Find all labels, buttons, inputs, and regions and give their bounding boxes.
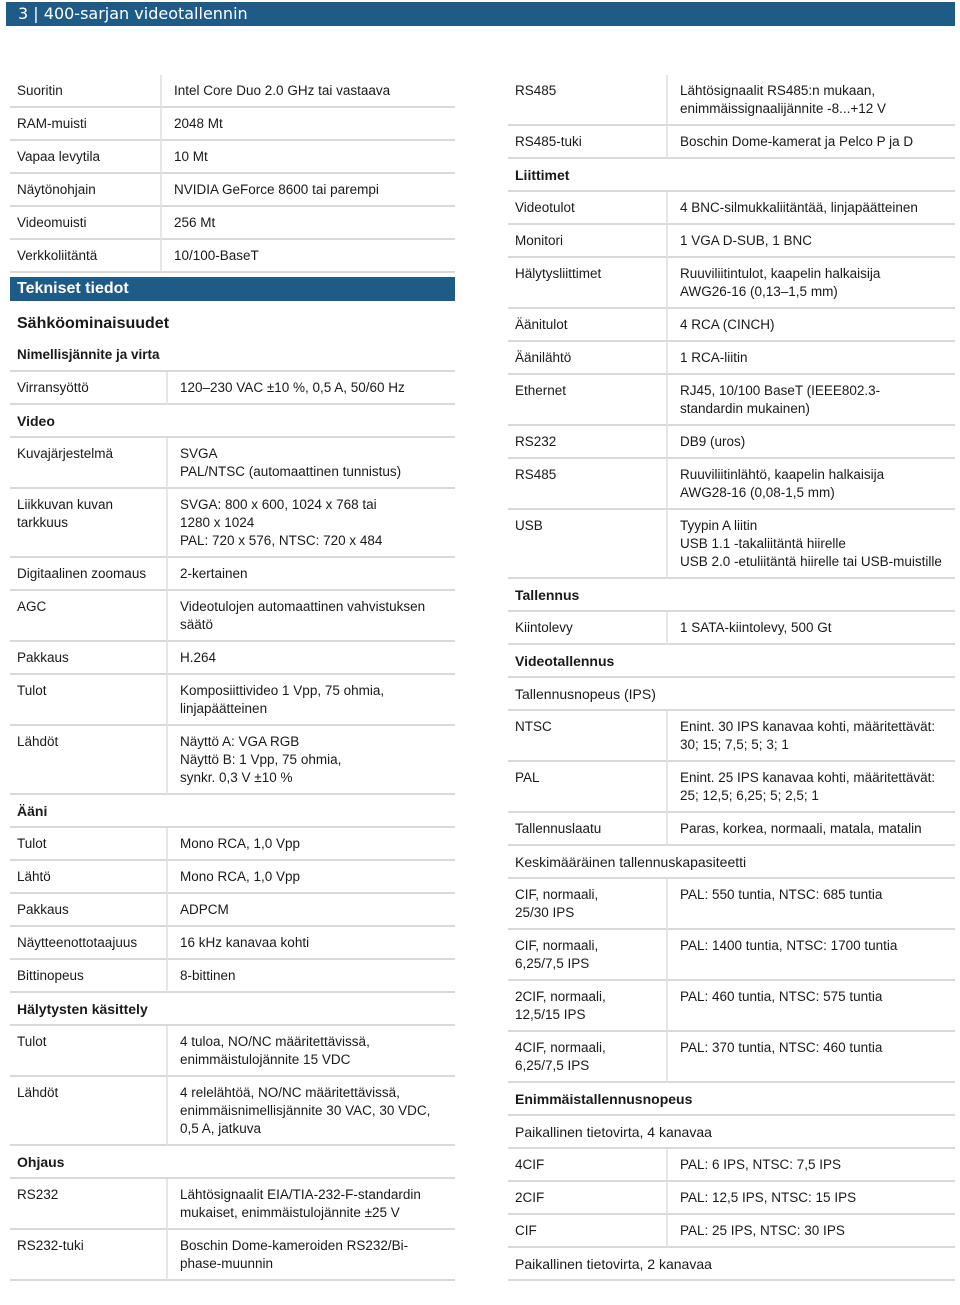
spec-row (10, 642, 455, 675)
spec-row (10, 1077, 455, 1146)
page-header (6, 2, 955, 26)
spec-label: USB (508, 510, 668, 579)
spec-value: Paras, korkea, normaali, matala, matalin (668, 813, 955, 846)
spec-row (508, 762, 955, 813)
spec-label: Videotulot (508, 192, 668, 225)
spec-label: RS232 (10, 1179, 168, 1230)
spec-label: CIF (508, 1215, 668, 1248)
spec-label: PAL (508, 762, 668, 813)
spec-row (508, 225, 955, 258)
spec-value: PAL: 25 IPS, NTSC: 30 IPS (668, 1215, 955, 1248)
spec-row (10, 174, 455, 207)
spec-label: CIF, normaali, 25/30 IPS (508, 879, 668, 930)
subsection-heading: Nimellisjännite ja virta (10, 339, 455, 372)
spec-label: Näytönohjain (10, 174, 162, 207)
spec-row (10, 675, 455, 726)
spec-value: Intel Core Duo 2.0 GHz tai vastaava (162, 75, 455, 108)
spec-value: Lähtösignaalit RS485:n mukaan, enimmäissignaalijännite -8...+12 V (668, 75, 955, 126)
spec-label: Monitori (508, 225, 668, 258)
spec-value: 8-bittinen (168, 960, 455, 993)
spec-label: Ethernet (508, 375, 668, 426)
spec-value: 1 SATA-kiintolevy, 500 Gt (668, 612, 955, 645)
subsection-heading: Ääni (10, 795, 455, 828)
spec-value: 4 BNC-silmukkaliitäntää, linjapäätteinen (668, 192, 955, 225)
spec-label: NTSC (508, 711, 668, 762)
spec-row (508, 342, 955, 375)
spec-row (10, 1230, 455, 1281)
spec-row (10, 927, 455, 960)
spec-value: SVGA: 800 x 600, 1024 x 768 tai 1280 x 1024 PAL: 720 x 576, NTSC: 720 x 484 (168, 489, 455, 558)
spec-label: 2CIF (508, 1182, 668, 1215)
spec-value: RJ45, 10/100 BaseT (IEEE802.3- standardin mukainen) (668, 375, 955, 426)
spec-row (10, 1026, 455, 1077)
spec-value: Boschin Dome-kameroiden RS232/Bi- phase-muunnin (168, 1230, 455, 1281)
spec-row (508, 192, 955, 225)
spec-row (10, 75, 455, 108)
spec-value: PAL: 460 tuntia, NTSC: 575 tuntia (668, 981, 955, 1032)
spec-label: RAM-muisti (10, 108, 162, 141)
spec-row (508, 813, 955, 846)
spec-label: Liikkuvan kuvan tarkkuus (10, 489, 168, 558)
spec-value: PAL: 6 IPS, NTSC: 7,5 IPS (668, 1149, 955, 1182)
spec-row (508, 1215, 955, 1248)
spec-row (508, 426, 955, 459)
spec-value: 16 kHz kanavaa kohti (168, 927, 455, 960)
spec-value: Mono RCA, 1,0 Vpp (168, 861, 455, 894)
spec-label: AGC (10, 591, 168, 642)
spec-label: Hälytysliittimet (508, 258, 668, 309)
spec-label: RS485 (508, 459, 668, 510)
section-heading: Sähköominaisuudet (17, 315, 170, 332)
spec-row (508, 711, 955, 762)
subsection-heading: Liittimet (508, 159, 955, 192)
spec-row (10, 1179, 455, 1230)
spec-value: Mono RCA, 1,0 Vpp (168, 828, 455, 861)
spec-value: Lähtösignaalit EIA/TIA-232-F-standardin mukaiset, enimmäistulojännite ±25 V (168, 1179, 455, 1230)
spec-label: Äänilähtö (508, 342, 668, 375)
spec-label: Pakkaus (10, 642, 168, 675)
spec-row (508, 1182, 955, 1215)
spec-value: 1 VGA D-SUB, 1 BNC (668, 225, 955, 258)
spec-label: Tulot (10, 675, 168, 726)
spec-row (508, 375, 955, 426)
spec-label: RS232 (508, 426, 668, 459)
spec-label: Tulot (10, 828, 168, 861)
spec-label: 4CIF (508, 1149, 668, 1182)
spec-row (508, 126, 955, 159)
spec-label: Pakkaus (10, 894, 168, 927)
subsection-heading: Videotallennus (508, 645, 955, 678)
spec-label: Virransyöttö (10, 372, 168, 405)
spec-value: Boschin Dome-kamerat ja Pelco P ja D (668, 126, 955, 159)
subsection-heading: Ohjaus (10, 1146, 455, 1179)
spec-value: 4 tuloa, NO/NC määritettävissä, enimmäistulojännite 15 VDC (168, 1026, 455, 1077)
spec-value: 2-kertainen (168, 558, 455, 591)
spec-value: H.264 (168, 642, 455, 675)
spec-value: Enint. 25 IPS kanavaa kohti, määritettävät: 25; 12,5; 6,25; 5; 2,5; 1 (668, 762, 955, 813)
spec-row (10, 141, 455, 174)
spec-value: Ruuviliitinlähtö, kaapelin halkaisija AWG28-16 (0,08-1,5 mm) (668, 459, 955, 510)
spec-value: Videotulojen automaattinen vahvistuksen säätö (168, 591, 455, 642)
spec-value: PAL: 1400 tuntia, NTSC: 1700 tuntia (668, 930, 955, 981)
subsection-subheading: Keskimääräinen tallennuskapasiteetti (508, 846, 955, 879)
spec-row (508, 459, 955, 510)
spec-row (10, 489, 455, 558)
spec-row (508, 879, 955, 930)
spec-label: Lähtö (10, 861, 168, 894)
spec-row (10, 960, 455, 993)
spec-label: Kiintolevy (508, 612, 668, 645)
spec-label: Verkkoliitäntä (10, 240, 162, 273)
subsection-subheading: Paikallinen tietovirta, 4 kanavaa (508, 1116, 955, 1149)
subsection-subheading: Paikallinen tietovirta, 2 kanavaa (508, 1248, 955, 1281)
spec-value: Näyttö A: VGA RGB Näyttö B: 1 Vpp, 75 ohmia, synkr. 0,3 V ±10 % (168, 726, 455, 795)
spec-row (508, 75, 955, 126)
subsection-heading: Tallennus (508, 579, 955, 612)
header-separator: | (33, 4, 39, 23)
spec-value: 4 RCA (CINCH) (668, 309, 955, 342)
spec-label: 4CIF, normaali, 6,25/7,5 IPS (508, 1032, 668, 1083)
spec-row (508, 1149, 955, 1182)
subsection-heading: Hälytysten käsittely (10, 993, 455, 1026)
spec-label: Lähdöt (10, 1077, 168, 1146)
spec-label: RS232-tuki (10, 1230, 168, 1281)
spec-row (10, 726, 455, 795)
spec-row (10, 591, 455, 642)
spec-row (10, 558, 455, 591)
spec-value: Ruuviliitintulot, kaapelin halkaisija AWG26-16 (0,13–1,5 mm) (668, 258, 955, 309)
spec-row (10, 828, 455, 861)
spec-label: Tulot (10, 1026, 168, 1077)
spec-value: Tyypin A liitin USB 1.1 -takaliitäntä hiirelle USB 2.0 -etuliitäntä hiirelle tai USB-muistille (668, 510, 955, 579)
spec-value: 256 Mt (162, 207, 455, 240)
spec-row (10, 108, 455, 141)
spec-value: NVIDIA GeForce 8600 tai parempi (162, 174, 455, 207)
subsection-subheading: Tallennusnopeus (IPS) (508, 678, 955, 711)
spec-row (508, 930, 955, 981)
spec-value: 10 Mt (162, 141, 455, 174)
spec-row (508, 510, 955, 579)
spec-row (508, 1032, 955, 1083)
spec-value: 1 RCA-liitin (668, 342, 955, 375)
spec-value: Enint. 30 IPS kanavaa kohti, määritettävät: 30; 15; 7,5; 5; 3; 1 (668, 711, 955, 762)
spec-value: 2048 Mt (162, 108, 455, 141)
spec-label: Digitaalinen zoomaus (10, 558, 168, 591)
spec-value: ADPCM (168, 894, 455, 927)
spec-value: 4 relelähtöä, NO/NC määritettävissä, enimmäisnimellisjännite 30 VAC, 30 VDC, 0,5 A, jatkuva (168, 1077, 455, 1146)
spec-label: RS485 (508, 75, 668, 126)
spec-label: Kuvajärjestelmä (10, 438, 168, 489)
spec-label: Lähdöt (10, 726, 168, 795)
spec-label: Suoritin (10, 75, 162, 108)
spec-label: Bittinopeus (10, 960, 168, 993)
document-title: 400-sarjan videotallennin (43, 4, 248, 23)
spec-row (10, 207, 455, 240)
spec-label: Vapaa levytila (10, 141, 162, 174)
spec-label: Tallennuslaatu (508, 813, 668, 846)
spec-row (10, 894, 455, 927)
spec-value: PAL: 370 tuntia, NTSC: 460 tuntia (668, 1032, 955, 1083)
spec-label: Videomuisti (10, 207, 162, 240)
spec-label: Näytteenottotaajuus (10, 927, 168, 960)
spec-label: 2CIF, normaali, 12,5/15 IPS (508, 981, 668, 1032)
right-column (508, 75, 955, 1281)
spec-value: PAL: 12,5 IPS, NTSC: 15 IPS (668, 1182, 955, 1215)
page-number: 3 (18, 4, 29, 23)
spec-label: Äänitulot (508, 309, 668, 342)
spec-row (10, 438, 455, 489)
spec-value: 10/100-BaseT (162, 240, 455, 273)
section-title-bar: Tekniset tiedot (10, 277, 455, 301)
spec-row (508, 981, 955, 1032)
spec-row (508, 258, 955, 309)
spec-row (10, 861, 455, 894)
spec-value: DB9 (uros) (668, 426, 955, 459)
spec-row (10, 372, 455, 405)
spec-label: CIF, normaali, 6,25/7,5 IPS (508, 930, 668, 981)
spec-row (508, 309, 955, 342)
spec-label: RS485-tuki (508, 126, 668, 159)
spec-value: Komposiittivideo 1 Vpp, 75 ohmia, linjapäätteinen (168, 675, 455, 726)
subsection-heading: Enimmäistallennusnopeus (508, 1083, 955, 1116)
spec-row (508, 612, 955, 645)
spec-value: 120–230 VAC ±10 %, 0,5 A, 50/60 Hz (168, 372, 455, 405)
subsection-heading: Video (10, 405, 455, 438)
left-column (10, 75, 455, 1281)
spec-row (10, 240, 455, 273)
spec-value: SVGA PAL/NTSC (automaattinen tunnistus) (168, 438, 455, 489)
spec-value: PAL: 550 tuntia, NTSC: 685 tuntia (668, 879, 955, 930)
